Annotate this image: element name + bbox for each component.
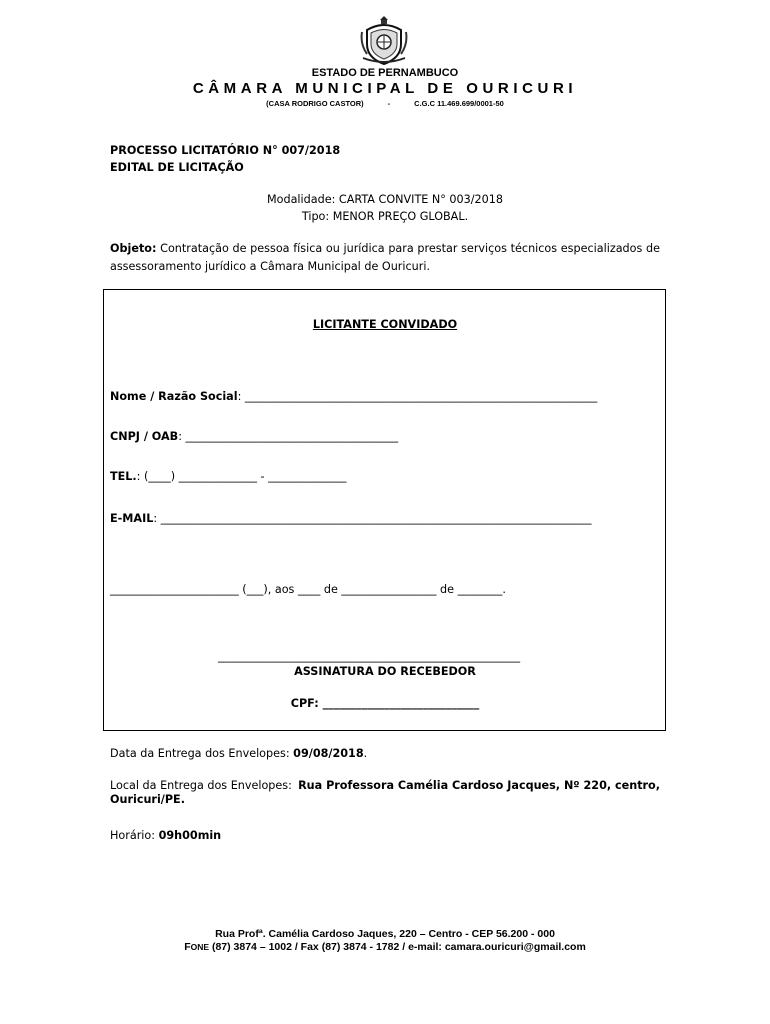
header-subtitle-separator: - [387, 99, 391, 108]
type-label: Tipo: MENOR PREÇO GLOBAL [301, 210, 465, 223]
delivery-time-label: Horário: [110, 829, 159, 842]
delivery-date-value: 09/08/2018 [293, 747, 364, 760]
coat-of-arms-seal [359, 14, 409, 66]
email-blank: : _____________________________________________________________________________ [153, 512, 592, 525]
delivery-location-label: Local da Entrega dos Envelopes: [110, 779, 292, 792]
header-state: ESTADO DE PERNAMBUCO [311, 67, 459, 79]
footer-contact-details: (87) 3874 – 1002 / Fax (87) 3874 - 1782 / e-mail: camara.ouricuri@gmail.com [209, 941, 586, 953]
modality: Modalidade: CARTA CONVITE N° 003/2018 [266, 193, 504, 206]
email-label: E-MAIL [110, 512, 154, 525]
nome-field[interactable] [110, 390, 597, 403]
footer-address: Rua Profª. Camélia Cardoso Jaques, 220 – Centro - CEP 56.200 - 000 [215, 928, 555, 940]
cpf-label: CPF: [290, 697, 319, 710]
footer-fone-initial: F [184, 941, 191, 953]
nome-blank: : _______________________________________________________________ [237, 390, 598, 403]
delivery-date [110, 747, 367, 760]
tel-blank: : (____) ______________ - ______________ [136, 470, 347, 483]
delivery-date-label: Data da Entrega dos Envelopes: [110, 747, 294, 760]
delivery-location [110, 779, 660, 806]
header-subtitle [0, 99, 770, 108]
edital-title: EDITAL DE LICITAÇÃO [110, 161, 244, 174]
nome-label: Nome / Razão Social [110, 390, 238, 403]
type [0, 210, 770, 223]
delivery-location-value: Rua Professora Camélia Cardoso Jacques, Nº 220, centro, [298, 779, 660, 792]
footer-fone-rest: ONE [190, 942, 210, 952]
header-title: CÂMARA MUNICIPAL DE OURICURI [192, 80, 578, 97]
header-subtitle-name: (CASA RODRIGO CASTOR) [266, 99, 364, 108]
cpf-field[interactable] [0, 697, 770, 710]
delivery-location-city: Ouricuri/PE. [110, 793, 185, 806]
email-field[interactable] [110, 512, 591, 525]
date-place-line[interactable]: _______________________ (___), aos ____ de _________________ de ________. [110, 583, 506, 596]
header-subtitle-cgc: C.G.C 11.469.699/0001-50 [414, 99, 504, 108]
objeto-label: Objeto: [110, 242, 157, 255]
objeto-text: Contratação de pessoa física ou jurídica para prestar serviços técnicos especializados de assessoramento jurídico a Câmara Municipal de Ouricuri. [110, 242, 660, 273]
cnpj-blank: : ______________________________________ [178, 430, 399, 443]
footer-contacts [0, 941, 770, 953]
form-title: LICITANTE CONVIDADO [312, 318, 458, 331]
objeto-paragraph [110, 240, 660, 276]
process-number: PROCESSO LICITATÓRIO N° 007/2018 [110, 144, 341, 157]
tel-label: TEL. [110, 470, 137, 483]
cpf-blank: ____________________________ [318, 697, 480, 710]
tel-field[interactable] [110, 470, 346, 483]
delivery-time-value: 09h00min [158, 829, 222, 842]
type-end: . [464, 210, 469, 223]
signature-line[interactable]: ______________________________________________________ [218, 650, 521, 663]
cnpj-field[interactable] [110, 430, 398, 443]
signature-label: ASSINATURA DO RECEBEDOR [294, 665, 476, 678]
cnpj-label: CNPJ / OAB [110, 430, 179, 443]
delivery-time [110, 829, 221, 842]
delivery-date-end: . [363, 747, 368, 760]
